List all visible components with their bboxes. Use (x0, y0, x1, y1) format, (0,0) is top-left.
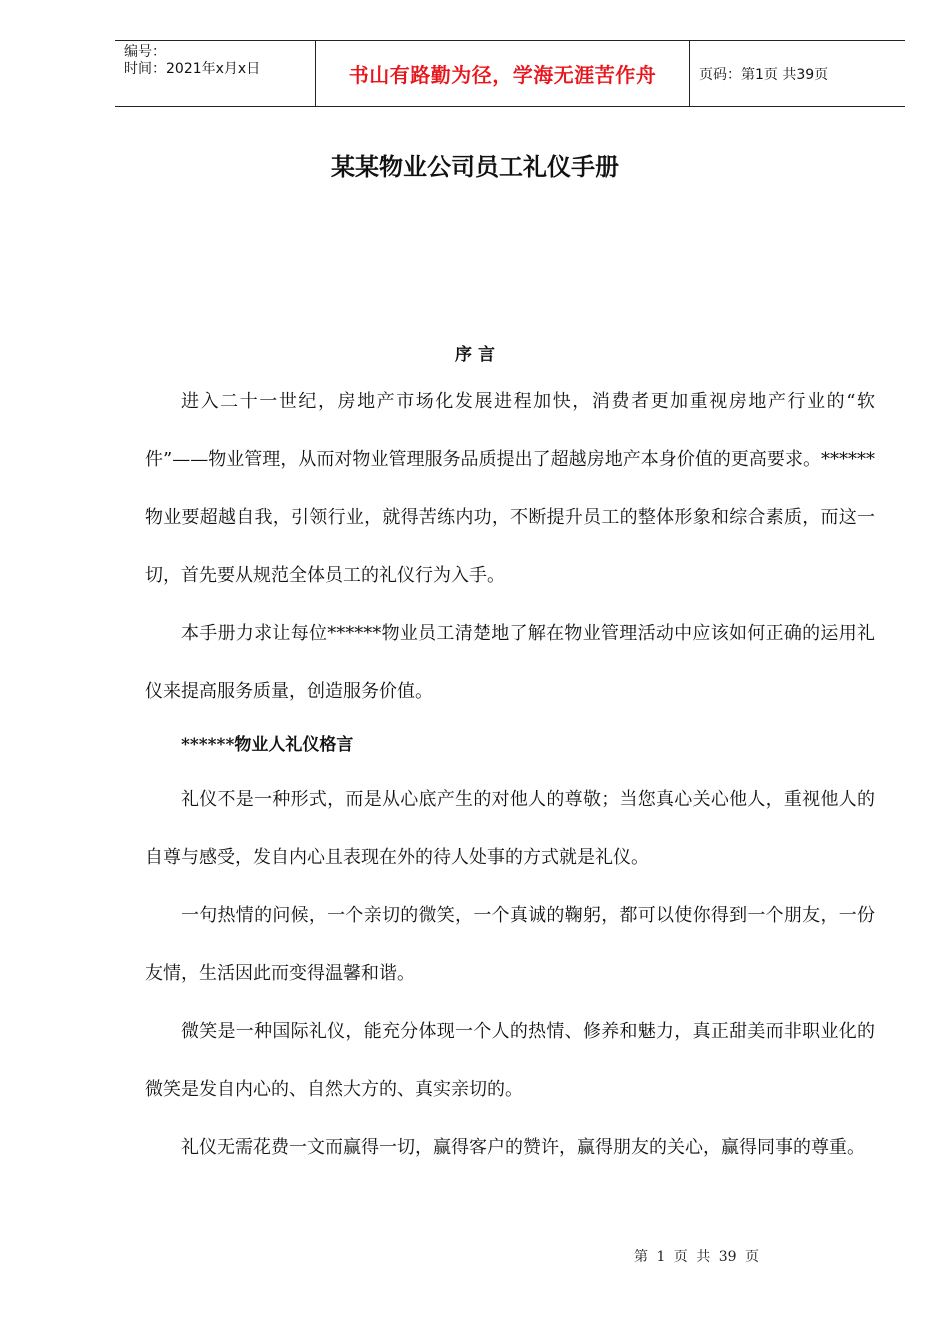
maxim-paragraph: 一句热情的问候，一个亲切的微笑，一个真诚的鞠躬，都可以使你得到一个朋友，一份友情，生活因此而变得温馨和谐。 (145, 905, 875, 984)
header-page-cell (690, 41, 905, 106)
section-title: 序 言 (455, 345, 495, 365)
maxims-subheading: ******物业人礼仪格言 (181, 735, 354, 755)
document-header (115, 40, 905, 107)
motto-text: 书山有路勤为径，学海无涯苦作舟 (348, 63, 657, 87)
time-label: 时间：2021年x月x日 (124, 61, 261, 77)
preface-paragraph: 本手册力求让每位******物业员工清楚地了解在物业管理活动中应该如何正确的运用礼仪来提高服务质量，创造服务价值。 (145, 623, 875, 702)
code-label: 编号： (124, 44, 166, 60)
maxim-paragraph: 礼仪不是一种形式，而是从心底产生的对他人的尊敬；当您真心关心他人，重视他人的自尊与感受，发自内心且表现在外的待人处事的方式就是礼仪。 (145, 789, 875, 868)
header-motto-cell (316, 41, 690, 106)
page-count-label: 页码：第1页 共39页 (699, 66, 829, 83)
page-footer: 第 1 页 共 39 页 (634, 1249, 759, 1265)
preface-paragraph: 进入二十一世纪，房地产市场化发展进程加快，消费者更加重视房地产行业的“软件”——物业管理，从而对物业管理服务品质提出了超越房地产本身价值的更高要求。******物业要超越自我，引领行业，就得苦练内功，不断提升员工的整体形象和综合素质，而这一切，首先要从规范全体员工的礼仪行为入手。 (145, 391, 875, 586)
document-body (145, 373, 875, 1177)
header-meta-cell (115, 41, 316, 106)
maxim-paragraph: 礼仪无需花费一文而赢得一切，赢得客户的赞许，赢得朋友的关心，赢得同事的尊重。 (181, 1137, 865, 1158)
document-title: 某某物业公司员工礼仪手册 (331, 152, 619, 181)
maxim-paragraph: 微笑是一种国际礼仪，能充分体现一个人的热情、修养和魅力，真正甜美而非职业化的微笑是发自内心的、自然大方的、真实亲切的。 (145, 1021, 875, 1100)
